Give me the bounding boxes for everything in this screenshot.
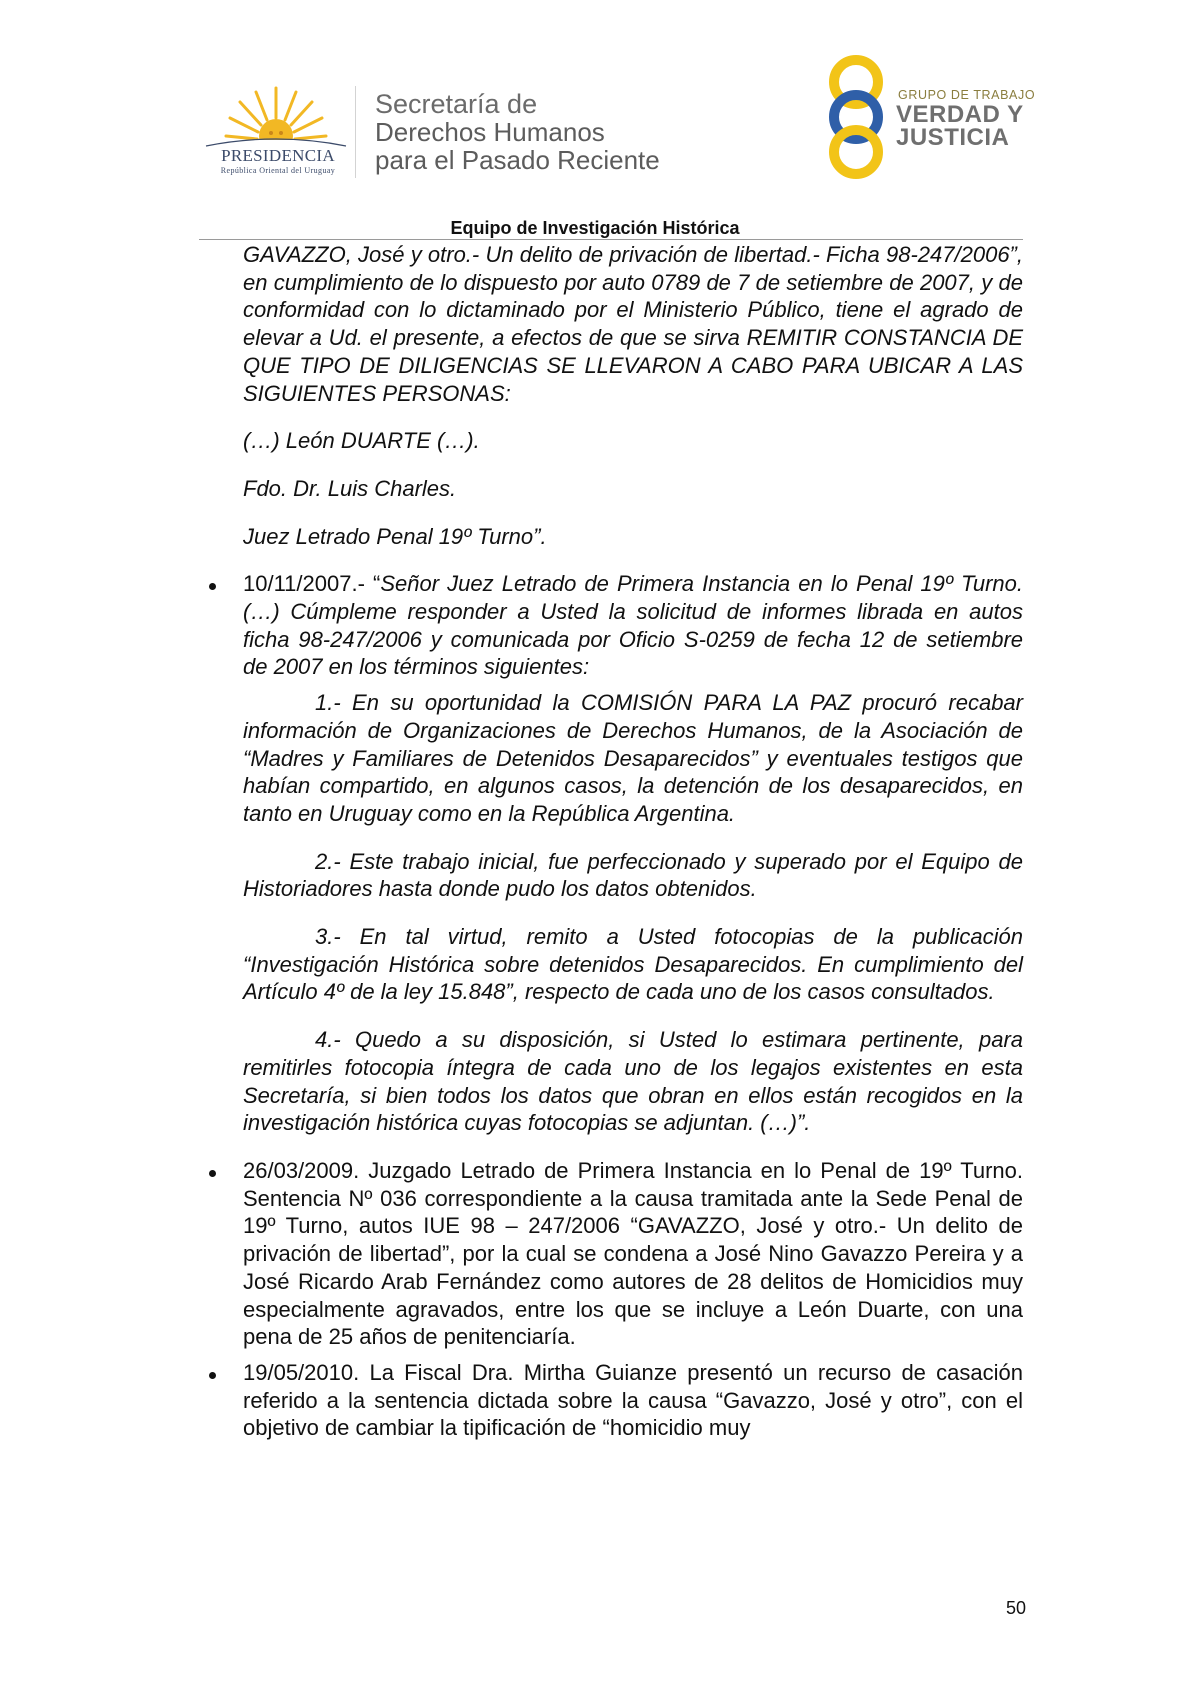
secretaria-line3: para el Pasado Reciente xyxy=(375,145,660,175)
secretaria-title xyxy=(375,90,660,174)
paragraph-judge: Juez Letrado Penal 19º Turno”. xyxy=(243,523,547,549)
grupo-trabajo-label: GRUPO DE TRABAJO xyxy=(898,88,1036,102)
bullet-text: Señor Juez Letrado de Primera Instancia en lo Penal 19º Turno. (…) Cúmpleme responder a Usted la solicitud de informes librada en autos ficha 98-247/2006 y comunicada por Oficio S-0259 de fecha 12 de setiembre de 2007 en los términos siguientes: xyxy=(243,571,1023,680)
secretaria-line2: Derechos Humanos xyxy=(375,117,605,147)
header-rule xyxy=(199,239,1023,240)
list-item-3: 3.- En tal virtud, remito a Usted fotocopias de la publicación “Investigación Histórica sobre detenidos Desaparecidos. En cumplimiento del Artículo 4º de la ley 15.848”, respecto de cada uno de los casos consultados. xyxy=(243,924,1023,1005)
list-item-1: 1.- En su oportunidad la COMISIÓN PARA LA PAZ procuró recabar información de Organizaciones de Derechos Humanos, de la Asociación de “Madres y Familiares de Detenidos Desaparecidos” y eventuales testigos que habían compartido, en algunos casos, la detención de los desaparecidos, en tanto en Uruguay como en la República Argentina. xyxy=(243,690,1023,826)
team-title: Equipo de Investigación Histórica xyxy=(450,218,740,238)
bullet-item-2009 xyxy=(243,1157,1023,1351)
bullet-item-2007 xyxy=(243,570,1023,681)
paragraph-signature: Fdo. Dr. Luis Charles. xyxy=(243,475,457,501)
bullet-item-2010 xyxy=(243,1359,1023,1442)
list-item-4: 4.- Quedo a su disposición, si Usted lo estimara pertinente, para remitirles fotocopia íntegra de cada uno de los legajos existentes en esta Secretaría, si bien todos los datos que obran en ellos están recogidos en la investigación histórica cuyas fotocopias se adjuntan. (…)”. xyxy=(243,1027,1023,1136)
bullet-icon xyxy=(209,1372,216,1379)
bullet-icon xyxy=(209,1170,216,1177)
bullet-text: 26/03/2009. Juzgado Letrado de Primera Instancia en lo Penal de 19º Turno. Sentencia Nº 036 correspondiente a la causa tramitada ante la Sede Penal de 19º Turno, autos IUE 98 – 247/2006 “GAVAZZO, José y otro.- Un delito de privación de libertad”, por la cual se condena a José Nino Gavazzo Pereira y a José Ricardo Arab Fernández como autores de 28 delitos de Homicidios muy especialmente agravados, entre los que se incluye a León Duarte, con una pena de 25 años de penitenciaría. xyxy=(243,1157,1023,1350)
secretaria-line1: Secretaría de xyxy=(375,89,538,119)
verdad-label: VERDAD Y xyxy=(896,101,1024,128)
paragraph-leon: (…) León DUARTE (…). xyxy=(243,428,480,454)
bullet-date: 10/11/2007.- “ xyxy=(243,571,381,597)
page-number: 50 xyxy=(1005,1598,1026,1618)
list-item-2: 2.- Este trabajo inicial, fue perfeccionado y superado por el Equipo de Historiadores hasta donde pudo los datos obtenidos. xyxy=(243,848,1023,902)
presidencia-name: PRESIDENCIA xyxy=(221,146,335,165)
bullet-icon xyxy=(209,583,216,590)
justicia-label: JUSTICIA xyxy=(896,124,1010,151)
bullet-text: 19/05/2010. La Fiscal Dra. Mirtha Guianze presentó un recurso de casación referido a la sentencia dictada sobre la causa “Gavazzo, José y otro”, con el objetivo de cambiar la tipificación de “homicidio muy xyxy=(243,1359,1023,1441)
document-body xyxy=(243,241,1023,1442)
page-header xyxy=(0,0,1190,240)
paragraph-intro: GAVAZZO, José y otro.- Un delito de privación de libertad.- Ficha 98-247/2006”, en cumplimiento de lo dispuesto por auto 0789 de 7 de setiembre de 2007, y de conformidad con lo dictaminado por el Ministerio Público, tiene el agrado de elevar a Ud. el presente, a efectos de que se sirva REMITIR CONSTANCIA DE QUE TIPO DE DILIGENCIAS SE LLEVARON A CABO PARA UBICAR A LAS SIGUIENTES PERSONAS: xyxy=(243,242,1023,406)
logo-divider xyxy=(355,86,356,178)
presidencia-subtitle: República Oriental del Uruguay xyxy=(220,166,336,175)
verdad-justicia-rings-logo xyxy=(816,54,896,180)
